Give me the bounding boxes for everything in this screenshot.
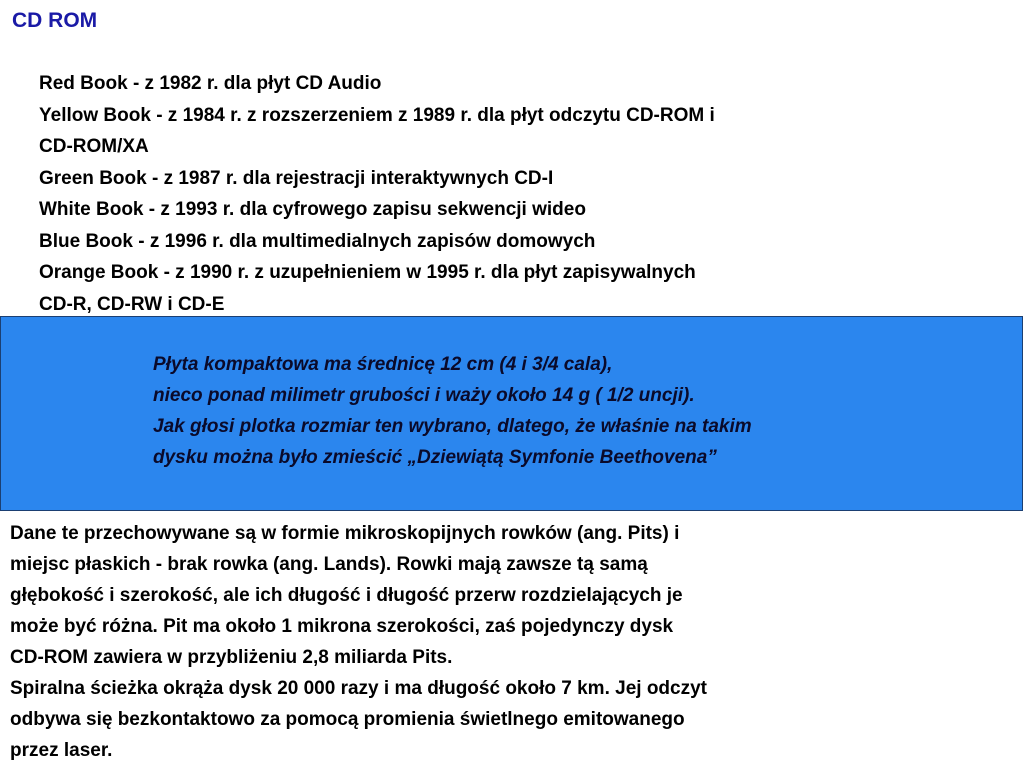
book-standards-list bbox=[39, 68, 969, 320]
body-line: może być różna. Pit ma około 1 mikrona szerokości, zaś pojedynczy dysk bbox=[10, 616, 674, 637]
list-item: Red Book - z 1982 r. dla płyt CD Audio bbox=[39, 73, 382, 94]
list-item: Yellow Book - z 1984 r. z rozszerzeniem z 1989 r. dla płyt odczytu CD-ROM i bbox=[39, 104, 715, 126]
body-line: przez laser. bbox=[10, 740, 113, 761]
page-title: CD ROM bbox=[12, 9, 98, 32]
list-item: Green Book - z 1987 r. dla rejestracji interaktywnych CD-I bbox=[39, 167, 554, 189]
body-line: odbywa się bezkontaktowo za pomocą promienia świetlnego emitowanego bbox=[10, 709, 685, 730]
body-line: CD-ROM zawiera w przybliżeniu 2,8 miliarda Pits. bbox=[10, 647, 453, 668]
body-line: głębokość i szerokość, ale ich długość i długość przerw rozdzielających je bbox=[10, 585, 683, 606]
highlight-text bbox=[153, 349, 752, 473]
highlight-line: nieco ponad milimetr grubości i waży około 14 g ( 1/2 uncji). bbox=[153, 385, 695, 406]
list-item: White Book - z 1993 r. dla cyfrowego zapisu sekwencji wideo bbox=[39, 199, 586, 220]
body-paragraph bbox=[10, 518, 1000, 766]
body-line: miejsc płaskich - brak rowka (ang. Lands). Rowki mają zawsze tą samą bbox=[10, 554, 648, 575]
list-item: Orange Book - z 1990 r. z uzupełnieniem w 1995 r. dla płyt zapisywalnych bbox=[39, 262, 696, 283]
body-line: Spiralna ścieżka okrąża dysk 20 000 razy i ma długość około 7 km. Jej odczyt bbox=[10, 678, 707, 699]
highlight-box bbox=[0, 316, 1023, 511]
list-item: CD-ROM/XA bbox=[39, 136, 149, 157]
list-item: CD-R, CD-RW i CD-E bbox=[39, 293, 225, 315]
highlight-line: Jak głosi plotka rozmiar ten wybrano, dlatego, że właśnie na takim bbox=[153, 416, 752, 437]
highlight-line: Płyta kompaktowa ma średnicę 12 cm (4 i 3/4 cala), bbox=[153, 354, 613, 375]
list-item: Blue Book - z 1996 r. dla multimedialnych zapisów domowych bbox=[39, 230, 596, 252]
highlight-line: dysku można było zmieścić „Dziewiątą Symfonie Beethovena” bbox=[153, 447, 717, 468]
body-line: Dane te przechowywane są w formie mikroskopijnych rowków (ang. Pits) i bbox=[10, 523, 680, 544]
